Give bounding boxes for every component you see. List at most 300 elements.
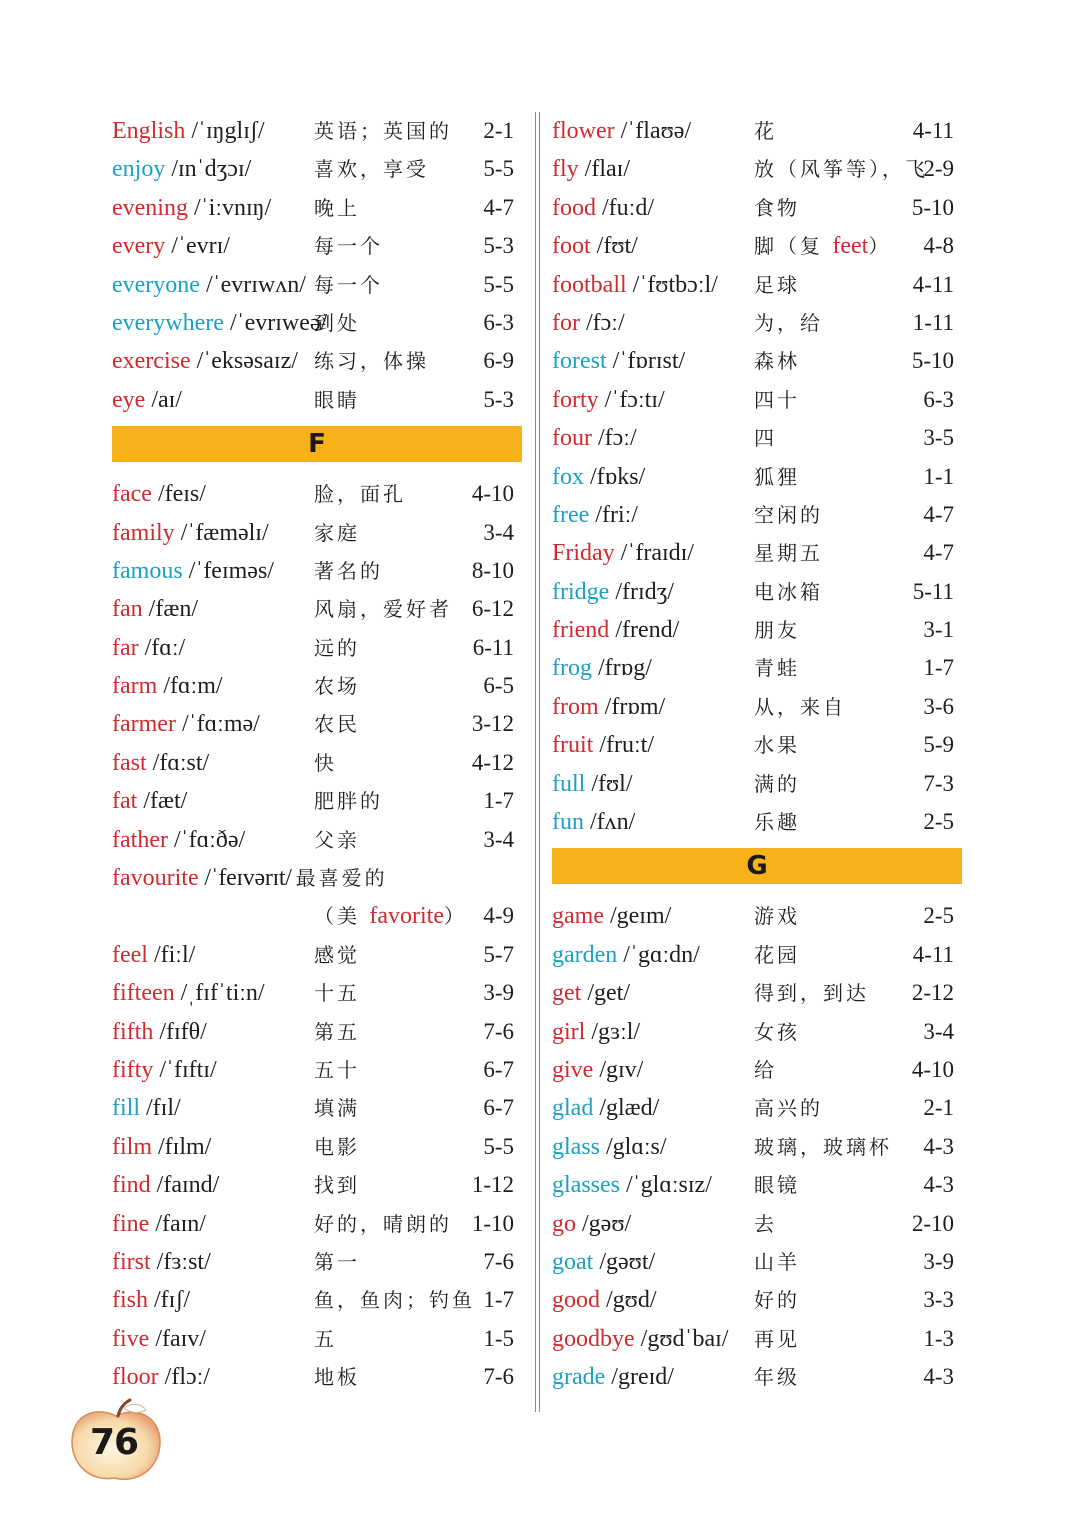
entry-meaning: 女孩 [754, 1019, 800, 1044]
entry-variant-word: feet [832, 233, 869, 260]
entry-phonetic: /gɪv/ [593, 1056, 644, 1083]
entry-meaning: 鱼，鱼肉；钓鱼 [314, 1288, 475, 1313]
entry-phonetic: /ˌfɪfˈtiːn/ [174, 980, 265, 1007]
page-number: 76 [89, 1422, 139, 1463]
entry-meaning: 青蛙 [754, 656, 800, 681]
entry-phonetic: /gʊd/ [600, 1287, 657, 1314]
entry-unit: 7-3 [923, 770, 954, 796]
entry-word: garden [552, 941, 618, 968]
entry-unit: 4-10 [471, 481, 514, 507]
entry-word: fill [112, 1095, 140, 1122]
entry-word: goodbye [552, 1325, 635, 1352]
vocab-entry [112, 744, 522, 782]
vocab-entry [552, 765, 962, 803]
entry-phonetic: /fɪfθ/ [153, 1018, 207, 1045]
entry-meaning: 花 [754, 119, 777, 143]
entry-meaning: 从，来自 [754, 694, 846, 719]
entry-meaning: 高兴的 [754, 1096, 823, 1121]
entry-word: fat [112, 788, 138, 815]
entry-word: enjoy [112, 156, 166, 183]
entry-phonetic: /fruːt/ [593, 732, 654, 759]
entry-word: five [112, 1325, 150, 1352]
entry-unit: 5-5 [483, 156, 514, 182]
entry-meaning: 眼镜 [754, 1173, 800, 1198]
entry-unit: 1-12 [471, 1172, 514, 1198]
entry-meaning: 到处 [314, 310, 360, 335]
entry-meaning: 森林 [754, 349, 800, 374]
entry-phonetic: /glæd/ [593, 1095, 660, 1122]
entry-meaning: 每一个 [314, 234, 383, 259]
entry-unit: 4-8 [923, 233, 954, 259]
entry-meaning: 英语；英国的 [314, 119, 452, 143]
vocab-entry [112, 974, 522, 1012]
vocab-entry [112, 1205, 522, 1243]
entry-word: everyone [112, 271, 200, 298]
entry-phonetic: /fɪʃ/ [148, 1287, 190, 1314]
entry-word: evening [112, 194, 188, 221]
entry-word: face [112, 481, 152, 508]
vocab-entry [112, 705, 522, 743]
entry-word: fan [112, 596, 143, 623]
entry-phonetic: /friː/ [589, 501, 638, 528]
entry-meaning: 农民 [314, 712, 360, 737]
entry-meaning: 喜欢，享受 [314, 157, 429, 182]
entry-word: free [552, 501, 590, 528]
entry-phonetic: /gɜːl/ [585, 1018, 641, 1045]
entry-meaning: 找到 [314, 1173, 360, 1198]
entry-word: flower [552, 118, 615, 144]
entry-unit: 1-7 [483, 788, 514, 814]
entry-phonetic: /faɪv/ [149, 1325, 206, 1352]
entry-phonetic: /ˈfeɪməs/ [182, 557, 274, 584]
entry-word: fly [552, 156, 579, 183]
vocab-entry [552, 1089, 962, 1127]
vocab-entry [552, 974, 962, 1012]
entry-unit: 3-4 [483, 826, 514, 852]
entry-unit: 6-11 [472, 634, 514, 660]
entry-unit: 2-5 [923, 809, 954, 835]
entry-meaning: 父亲 [314, 827, 360, 852]
vocab-entry [112, 897, 522, 935]
page-number-badge [66, 1398, 166, 1484]
vocab-entry [112, 936, 522, 974]
entry-meaning: 填满 [314, 1096, 360, 1121]
vocab-entry [112, 1166, 522, 1204]
entry-meaning: 第五 [314, 1019, 360, 1044]
entry-phonetic: /ˈfeɪvərɪt/ [198, 865, 292, 892]
entry-meaning: 食物 [754, 195, 800, 220]
entry-word: fast [112, 749, 147, 776]
entry-phonetic: /ˈfæməlɪ/ [174, 519, 269, 546]
entry-word: farmer [112, 711, 176, 738]
right-column [552, 112, 962, 1397]
entry-phonetic: /geɪm/ [603, 903, 672, 930]
entry-word: girl [552, 1018, 586, 1045]
entry-phonetic: /feɪs/ [151, 481, 206, 508]
entry-phonetic: /faɪnd/ [150, 1172, 220, 1199]
entry-unit: 6-7 [483, 1095, 514, 1121]
entry-unit: 1-7 [923, 655, 954, 681]
entry-word: fifteen [112, 980, 175, 1007]
entry-phonetic: /fæn/ [142, 596, 198, 623]
vocab-entry [552, 1281, 962, 1319]
entry-word: foot [552, 233, 591, 260]
entry-phonetic: /ˈfɒrɪst/ [606, 348, 686, 375]
entry-word: far [112, 634, 139, 661]
entry-unit: 5-10 [911, 348, 954, 374]
entry-phonetic: /ˈfɔːtɪ/ [598, 386, 665, 413]
entry-phonetic: /fiːl/ [147, 941, 196, 968]
entry-word: good [552, 1287, 600, 1314]
entry-unit: 4-10 [911, 1056, 954, 1082]
entry-phonetic: /fuːd/ [596, 194, 654, 221]
entry-phonetic: /ˈfɑːðə/ [167, 826, 246, 853]
entry-unit: 3-4 [483, 519, 514, 545]
entry-phonetic: /fʊt/ [590, 233, 638, 260]
vocab-entry [552, 1205, 962, 1243]
entry-meaning: 朋友 [754, 618, 800, 643]
vocab-entry [552, 688, 962, 726]
entry-meaning: 年级 [754, 1365, 800, 1390]
entry-word: full [552, 770, 586, 797]
entry-phonetic: /ɪnˈdʒɔɪ/ [165, 156, 252, 183]
entry-phonetic: /fɜːst/ [150, 1248, 211, 1275]
entry-phonetic: /frend/ [609, 617, 680, 644]
entry-meaning: 山羊 [754, 1249, 800, 1274]
entry-meaning: 晚上 [314, 195, 360, 220]
entry-unit: 3-12 [471, 711, 514, 737]
vocab-entry [552, 534, 962, 572]
entry-unit: 4-11 [912, 118, 954, 143]
entry-phonetic: /fɔː/ [579, 309, 625, 336]
entry-meaning: 空闲的 [754, 502, 823, 527]
entry-phonetic: /ˈevrɪweə/ [223, 309, 328, 336]
entry-word: give [552, 1056, 594, 1083]
vocab-entry [552, 496, 962, 534]
vocab-entry [112, 1013, 522, 1051]
entry-phonetic: /ˈgɑːdn/ [617, 941, 700, 968]
entry-unit: 7-6 [483, 1018, 514, 1044]
entry-phonetic: /frɒg/ [591, 655, 652, 682]
entry-meaning: 脚（复 feet） [754, 233, 892, 260]
entry-word: English [112, 118, 186, 144]
entry-word: fruit [552, 732, 594, 759]
entry-meaning: 得到，到达 [754, 981, 869, 1006]
entry-unit: 5-10 [911, 194, 954, 220]
entry-phonetic: /get/ [581, 980, 630, 1007]
entry-unit: 4-3 [923, 1172, 954, 1198]
entry-meaning: 最喜爱的 [295, 866, 388, 891]
entry-meaning: 每一个 [314, 272, 383, 297]
vocab-entry [552, 150, 962, 188]
entry-word: father [112, 826, 168, 853]
entry-meaning: 四十 [754, 387, 800, 412]
entry-meaning: （美 favorite） [314, 903, 467, 930]
entry-word: goat [552, 1248, 594, 1275]
entry-meaning: 练习，体操 [314, 349, 429, 374]
entry-meaning: 十五 [314, 981, 360, 1006]
entry-meaning: 眼睛 [314, 387, 360, 412]
vocab-entry [552, 1358, 962, 1396]
entry-unit: 2-12 [911, 980, 954, 1006]
entry-meaning: 好的，晴朗的 [314, 1211, 452, 1236]
entry-meaning: 肥胖的 [314, 789, 383, 814]
entry-meaning: 乐趣 [754, 810, 800, 835]
entry-word: grade [552, 1364, 606, 1391]
vocab-entry [552, 1166, 962, 1204]
entry-phonetic: /ˈiːvnɪŋ/ [187, 194, 272, 221]
vocab-entry [552, 1051, 962, 1089]
entry-word: from [552, 693, 599, 720]
entry-unit: 4-9 [483, 903, 514, 929]
entry-word: eye [112, 386, 146, 413]
entry-word: favourite [112, 865, 199, 892]
vocab-entry [552, 1320, 962, 1358]
entry-word: friend [552, 617, 610, 644]
entry-meaning: 电影 [314, 1134, 360, 1159]
section-header-f: F [112, 426, 522, 462]
entry-meaning: 地板 [314, 1365, 360, 1390]
entry-unit: 4-7 [483, 194, 514, 220]
entry-unit: 2-1 [923, 1095, 954, 1121]
left-column [112, 112, 522, 1397]
entry-unit: 5-5 [483, 271, 514, 297]
entry-phonetic: /fʊl/ [585, 770, 633, 797]
vocab-entry [112, 189, 522, 227]
entry-phonetic: /ˈfraɪdɪ/ [614, 540, 694, 567]
entry-phonetic: /fɑː/ [138, 634, 186, 661]
entry-meaning: 远的 [314, 635, 360, 660]
entry-unit: 6-7 [483, 1056, 514, 1082]
entry-meaning: 水果 [754, 733, 800, 758]
entry-word: family [112, 519, 175, 546]
entry-word: everywhere [112, 309, 224, 336]
entry-meaning: 狐狸 [754, 464, 800, 489]
vocab-entry [112, 381, 522, 419]
entry-phonetic: /fæt/ [137, 788, 188, 815]
vocab-entry [552, 1243, 962, 1281]
vocab-entry [112, 342, 522, 380]
entry-phonetic: /flaɪ/ [578, 156, 630, 183]
entry-word: fun [552, 809, 584, 836]
vocab-entry [552, 897, 962, 935]
vocab-entry [112, 629, 522, 667]
entry-meaning: 满的 [754, 771, 800, 796]
entry-word: film [112, 1133, 152, 1160]
vocab-entry [552, 649, 962, 687]
entry-unit: 4-12 [471, 749, 514, 775]
entry-unit: 1-11 [912, 309, 954, 335]
entry-unit: 7-6 [483, 1364, 514, 1390]
vocab-entry [112, 1128, 522, 1166]
entry-unit: 1-1 [923, 463, 954, 489]
entry-unit: 3-6 [923, 693, 954, 719]
entry-word: fine [112, 1210, 150, 1237]
entry-meaning: 风扇，爱好者 [314, 597, 452, 622]
entry-word: famous [112, 557, 183, 584]
entry-word: food [552, 194, 596, 221]
entry-phonetic: /fɪlm/ [152, 1133, 212, 1160]
vocab-entry [552, 458, 962, 496]
entry-meaning: 足球 [754, 272, 800, 297]
vocab-entry [112, 667, 522, 705]
entry-meaning: 脸，面孔 [314, 482, 406, 507]
entry-phonetic: /ˈfɪftɪ/ [153, 1056, 217, 1083]
entry-word: fish [112, 1287, 148, 1314]
entry-phonetic: /frɒm/ [598, 693, 666, 720]
entry-word: glass [552, 1133, 600, 1160]
vocab-entry [552, 936, 962, 974]
vocab-entry [552, 227, 962, 265]
entry-meaning: 电冰箱 [754, 579, 823, 604]
entry-phonetic: /ˈevrɪ/ [165, 233, 230, 260]
vocab-entry [112, 514, 522, 552]
entry-unit: 1-3 [923, 1325, 954, 1351]
entry-word: every [112, 233, 166, 260]
entry-unit: 3-9 [483, 980, 514, 1006]
entry-word: glasses [552, 1172, 620, 1199]
entry-word: first [112, 1248, 151, 1275]
entry-phonetic: /ˈfɑːmə/ [175, 711, 260, 738]
entry-phonetic: /fɪl/ [140, 1095, 181, 1122]
vocab-entry [112, 475, 522, 513]
entry-unit: 2-10 [911, 1210, 954, 1236]
entry-unit: 3-9 [923, 1248, 954, 1274]
vocab-entry [112, 552, 522, 590]
vocab-entry [552, 726, 962, 764]
column-divider [535, 112, 540, 1412]
entry-word: find [112, 1172, 151, 1199]
entry-word: exercise [112, 348, 191, 375]
entry-phonetic: /ˈeksəsaɪz/ [190, 348, 298, 375]
entry-meaning: 五十 [314, 1057, 360, 1082]
entry-unit: 3-3 [923, 1287, 954, 1313]
entry-meaning: 著名的 [314, 558, 383, 583]
entry-unit: 5-11 [912, 578, 954, 604]
entry-phonetic: /ˈɪŋglɪʃ/ [185, 118, 265, 144]
entry-meaning: 玻璃，玻璃杯 [754, 1134, 892, 1159]
entry-unit: 5-5 [483, 1133, 514, 1159]
entry-meaning: 感觉 [314, 942, 360, 967]
vocab-entry [112, 821, 522, 859]
entry-meaning: 放（风筝等），飞 [754, 157, 928, 182]
entry-unit: 5-3 [483, 386, 514, 412]
entry-phonetic: /fɔː/ [591, 425, 637, 452]
vocab-entry [552, 112, 962, 150]
vocab-entry [112, 266, 522, 304]
vocab-entry [112, 227, 522, 265]
entry-unit: 7-6 [483, 1248, 514, 1274]
entry-unit: 3-5 [923, 425, 954, 451]
entry-meaning: 花园 [754, 942, 800, 967]
entry-meaning: 给 [754, 1057, 777, 1082]
entry-phonetic: /flɔː/ [158, 1364, 210, 1391]
vocab-entry [552, 611, 962, 649]
entry-unit: 3-1 [923, 617, 954, 643]
entry-unit: 4-11 [912, 271, 954, 297]
entry-variant-word: favorite [369, 903, 444, 930]
entry-phonetic: /greɪd/ [605, 1364, 674, 1391]
entry-phonetic: /ˈglɑːsɪz/ [620, 1172, 712, 1199]
entry-phonetic: /frɪdʒ/ [609, 578, 674, 605]
entry-unit: 4-3 [923, 1133, 954, 1159]
entry-unit: 5-7 [483, 941, 514, 967]
entry-word: floor [112, 1364, 159, 1391]
entry-unit: 5-3 [483, 233, 514, 259]
vocab-entry [112, 304, 522, 342]
entry-unit: 6-5 [483, 673, 514, 699]
entry-word: for [552, 309, 580, 336]
entry-meaning: 家庭 [314, 520, 360, 545]
vocab-entry [112, 1089, 522, 1127]
entry-phonetic: /gəʊ/ [576, 1210, 632, 1237]
entry-phonetic: /fʌn/ [584, 809, 636, 836]
entry-meaning: 五 [314, 1326, 337, 1351]
vocab-entry [112, 1320, 522, 1358]
vocab-entry [552, 266, 962, 304]
entry-unit: 1-10 [471, 1210, 514, 1236]
entry-phonetic: /ˈevrɪwʌn/ [199, 271, 306, 298]
vocab-entry [112, 782, 522, 820]
entry-unit: 4-7 [923, 540, 954, 566]
entry-phonetic: /ˈfʊtbɔːl/ [626, 271, 718, 298]
entry-word: forest [552, 348, 607, 375]
entry-meaning: 再见 [754, 1326, 800, 1351]
entry-unit: 6-3 [923, 386, 954, 412]
entry-meaning: 快 [314, 750, 337, 775]
entry-word: fifth [112, 1018, 154, 1045]
vocab-entry [112, 590, 522, 628]
entry-meaning: 去 [754, 1211, 777, 1236]
vocab-entry [112, 1051, 522, 1089]
entry-word: frog [552, 655, 592, 682]
entry-unit: 4-3 [923, 1364, 954, 1390]
vocab-entry [552, 304, 962, 342]
entry-phonetic: /fɑːst/ [146, 749, 210, 776]
entry-phonetic: /faɪn/ [149, 1210, 206, 1237]
vocab-entry [552, 1128, 962, 1166]
vocab-entry [552, 803, 962, 841]
entry-unit: 2-5 [923, 903, 954, 929]
entry-phonetic: /gəʊt/ [593, 1248, 656, 1275]
entry-word: feel [112, 941, 148, 968]
vocab-entry [552, 381, 962, 419]
entry-meaning: 好的 [754, 1288, 800, 1313]
entry-phonetic: /fɑːm/ [157, 673, 223, 700]
vocab-entry [112, 1358, 522, 1396]
vocab-entry [552, 419, 962, 457]
entry-unit: 6-3 [483, 309, 514, 335]
vocab-entry [552, 573, 962, 611]
vocab-entry [112, 1281, 522, 1319]
vocab-entry [552, 189, 962, 227]
vocab-entry [552, 342, 962, 380]
entry-meaning: 为，给 [754, 310, 823, 335]
entry-unit: 3-4 [923, 1018, 954, 1044]
entry-unit: 5-9 [923, 732, 954, 758]
entry-word: fifty [112, 1056, 154, 1083]
entry-word: fox [552, 463, 584, 490]
entry-word: fridge [552, 578, 610, 605]
entry-phonetic: /gʊdˈbaɪ/ [634, 1325, 729, 1352]
entry-unit: 4-11 [912, 941, 954, 967]
entry-phonetic: /aɪ/ [145, 386, 182, 413]
vocab-entry [112, 150, 522, 188]
entry-word: get [552, 980, 582, 1007]
entry-meaning: 农场 [314, 674, 360, 699]
entry-unit: 4-7 [923, 501, 954, 527]
entry-unit: 1-7 [483, 1287, 514, 1313]
